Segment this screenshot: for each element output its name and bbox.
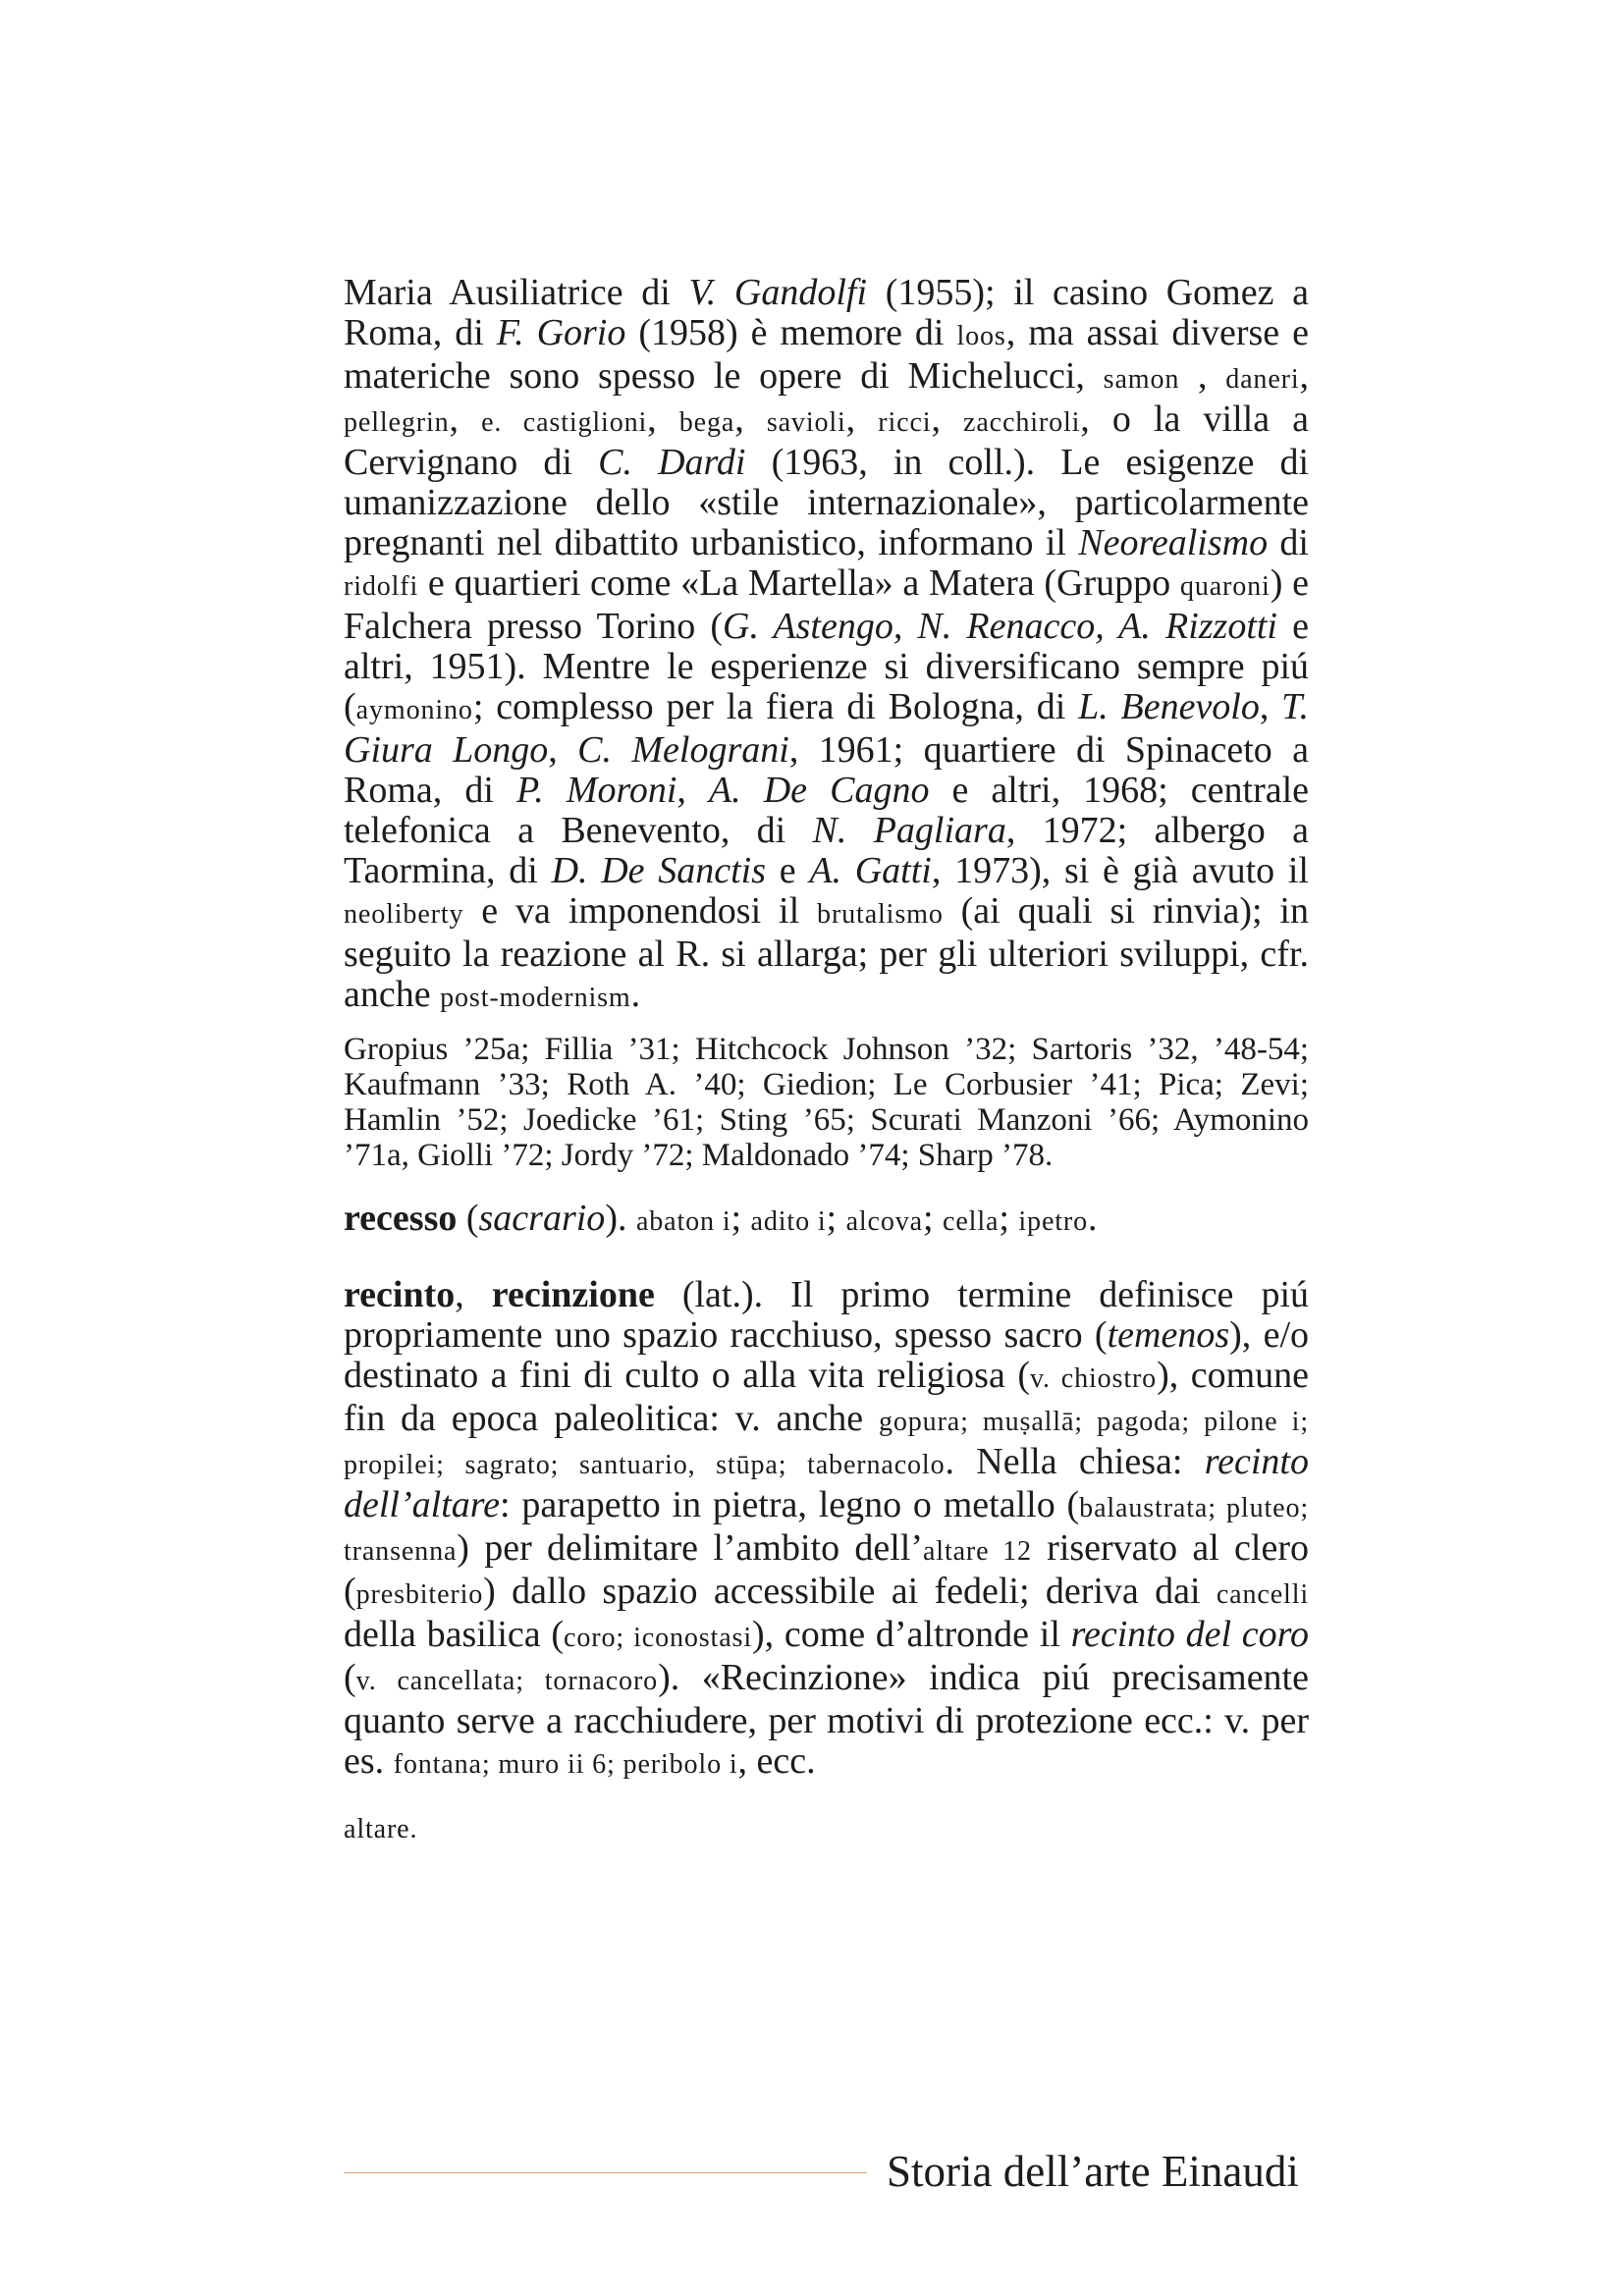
cross-reference: balaustrata; pluteo; transenna — [344, 1493, 1309, 1567]
text-run: . — [1088, 1198, 1098, 1239]
text-run: , — [1299, 355, 1310, 397]
cross-reference: daneri — [1225, 364, 1300, 395]
cross-reference: pellegrin — [344, 407, 450, 438]
cross-reference: gopura; muṣallā; pagoda; pilone i; propilei; sagrato; santuario, stūpa; tabernacolo — [344, 1407, 1309, 1480]
headword: recinto — [344, 1274, 456, 1315]
cross-reference: post-modernism — [440, 983, 631, 1013]
text-run: della basilica ( — [344, 1614, 565, 1655]
text-run: ; — [999, 1198, 1019, 1239]
final-cross-reference — [344, 1806, 1309, 1849]
text-run-italic: N. Pagliara — [812, 810, 1006, 851]
cross-reference: savioli — [766, 407, 846, 438]
text-run-italic: A. Gatti — [809, 850, 932, 891]
text-run: , — [845, 399, 879, 440]
cross-reference: coro; iconostasi — [564, 1623, 752, 1653]
text-run: , 1973), si è già avuto il — [931, 850, 1309, 891]
cross-reference: adito i — [750, 1206, 827, 1237]
text-run: . — [630, 974, 641, 1015]
text-run: ; — [730, 1198, 751, 1239]
cross-reference: altare. — [344, 1814, 418, 1844]
headword: recinzione — [491, 1274, 655, 1315]
cross-reference: altare 12 — [922, 1536, 1032, 1567]
text-run-italic: C. Melograni — [577, 729, 789, 771]
entry-recesso — [344, 1199, 1309, 1242]
cross-reference: v. cancellata; tornacoro — [355, 1666, 659, 1696]
text-run-italic: temenos — [1107, 1314, 1230, 1356]
cross-reference: cancelli — [1216, 1579, 1309, 1610]
text-run: , — [1179, 355, 1226, 397]
text-run-italic: T. Giura Longo — [344, 686, 1309, 771]
text-run: : parapetto in pietra, legno o metallo ( — [500, 1484, 1080, 1525]
footer-rule — [344, 2172, 867, 2173]
text-run: (1955); il casino Gomez a Roma, di — [344, 272, 1309, 353]
text-run: ; complesso per la fiera di Bologna, di — [472, 686, 1079, 727]
headword: recesso — [344, 1198, 458, 1239]
cross-reference: loos — [956, 321, 1006, 351]
text-run: , — [455, 1274, 492, 1315]
text-run-italic: D. De Sanctis — [551, 850, 767, 891]
text-run: , ecc. — [737, 1740, 816, 1782]
text-run: ). — [605, 1198, 636, 1239]
text-run: ) e Falchera presso Torino ( — [344, 562, 1309, 647]
text-run: e quartieri come «La Martella» a Matera (Gruppo — [418, 562, 1180, 604]
text-run: ; — [922, 1198, 944, 1239]
text-run: , — [931, 399, 964, 440]
text-run: ( — [344, 1657, 356, 1698]
text-run-italic: C. Dardi — [598, 442, 746, 483]
cross-reference: cella — [943, 1206, 1000, 1237]
continuation-paragraph — [344, 273, 1309, 1018]
cross-reference: alcova — [845, 1206, 923, 1237]
text-run: (1963, in coll.). Le esigenze di umanizzazione dello «stile internazionale», particolarmente pregnanti nel dibattito urbanistico, informano il — [344, 442, 1310, 563]
text-run-italic: G. Astengo, N. Renacco, A. Rizzotti — [723, 606, 1277, 647]
footer-title: Storia dell’arte Einaudi — [887, 2147, 1299, 2196]
text-run-italic: V. Gandolfi — [688, 272, 868, 313]
text-run: , — [548, 729, 578, 771]
text-run: , — [734, 399, 767, 440]
cross-reference: bega — [678, 407, 735, 438]
cross-reference: ridolfi — [344, 571, 419, 602]
text-run-italic: L. Benevolo — [1078, 686, 1260, 727]
cross-reference: quaroni — [1179, 571, 1271, 602]
cross-reference: brutalismo — [817, 899, 944, 930]
text-run-italic: P. Moroni — [515, 770, 677, 811]
text-run: (ai quali si rinvia); in seguito la reazione al R. si allarga; per gli ulteriori sviluppi, cfr. anche — [344, 890, 1309, 1015]
cross-reference: zacchiroli — [963, 407, 1081, 438]
text-run: , ma assai diverse e materiche sono spesso le opere di Michelucci, — [344, 312, 1310, 397]
cross-reference: aymonino — [355, 695, 473, 725]
text-run: , 1961; quartiere di Spinaceto a Roma, di — [344, 729, 1309, 811]
text-run: e altri, 1968; centrale telefonica a Benevento, di — [344, 770, 1310, 851]
text-run: (1958) è memore di — [625, 312, 957, 353]
text-run: ), come d’altronde il — [751, 1614, 1071, 1655]
text-run: , — [449, 399, 482, 440]
text-run-italic: F. Gorio — [496, 312, 626, 353]
text-run: , 1972; albergo a Taormina, di — [344, 810, 1309, 891]
text-run: ) dallo spazio accessibile ai fedeli; deriva dai — [483, 1571, 1217, 1612]
text-run: riservato al clero ( — [344, 1527, 1310, 1612]
text-run: , — [1259, 686, 1282, 727]
text-run-italic: sacrario — [478, 1198, 606, 1239]
text-run-italic: recinto del coro — [1070, 1614, 1309, 1655]
cross-reference: v. chiostro — [1029, 1363, 1158, 1394]
cross-reference: neoliberty — [344, 899, 464, 930]
text-run: ), comune fin da epoca paleolitica: v. anche — [344, 1355, 1310, 1439]
text-run: ; — [826, 1198, 846, 1239]
cross-reference: ipetro — [1018, 1206, 1089, 1237]
text-run: e altri, 1951). Mentre le esperienze si diversificano sempre piú ( — [344, 606, 1309, 727]
cross-reference: abaton i — [635, 1206, 731, 1237]
text-run-italic: recinto dell’altare — [344, 1441, 1309, 1525]
text-run: ) per delimitare l’ambito dell’ — [457, 1527, 923, 1569]
text-run: , — [676, 770, 709, 811]
text-run: (lat.). Il primo termine definisce piú propriamente uno spazio racchiuso, spesso sacro ( — [344, 1274, 1310, 1356]
text-run: Maria Ausiliatrice di — [344, 272, 689, 313]
page-body — [344, 273, 1309, 1849]
text-run: di — [1268, 522, 1309, 563]
cross-reference: samon — [1103, 364, 1180, 395]
cross-reference: ricci — [878, 407, 932, 438]
cross-reference: fontana; muro ii 6; peribolo i — [393, 1749, 738, 1780]
entry-recinto — [344, 1275, 1309, 1785]
cross-reference: presbiterio — [355, 1579, 484, 1610]
text-run: e va imponendosi il — [463, 890, 818, 932]
text-run: ( — [457, 1198, 479, 1239]
text-run: e — [766, 850, 810, 891]
text-run: . Nella chiesa: — [945, 1441, 1205, 1482]
bibliography: Gropius ’25a; Fillia ’31; Hitchcock Johnson ’32; Sartoris ’32, ’48-54; Kaufmann ’33; Roth A. ’40; Giedion; Le Corbusier ’41; Pica; Zevi; Hamlin ’52; Joedicke ’61; Sting ’65; Scurati Manzoni ’66; Aymonino ’71a, Giolli ’72; Jordy ’72; Maldonado ’74; Sharp ’78. — [344, 1032, 1309, 1173]
text-run: ), e/o destinato a fini di culto o alla vita religiosa ( — [344, 1314, 1309, 1396]
text-run-italic: A. De Cagno — [708, 770, 930, 811]
text-run: , o la villa a Cervignano di — [344, 399, 1310, 483]
text-run-italic: Neorealismo — [1078, 522, 1269, 563]
text-run: , — [647, 399, 679, 440]
cross-reference: e. castiglioni — [481, 407, 648, 438]
text-run: ). «Recinzione» indica piú precisamente quanto serve a racchiudere, per motivi di protezione ecc.: v. per es. — [344, 1657, 1309, 1782]
